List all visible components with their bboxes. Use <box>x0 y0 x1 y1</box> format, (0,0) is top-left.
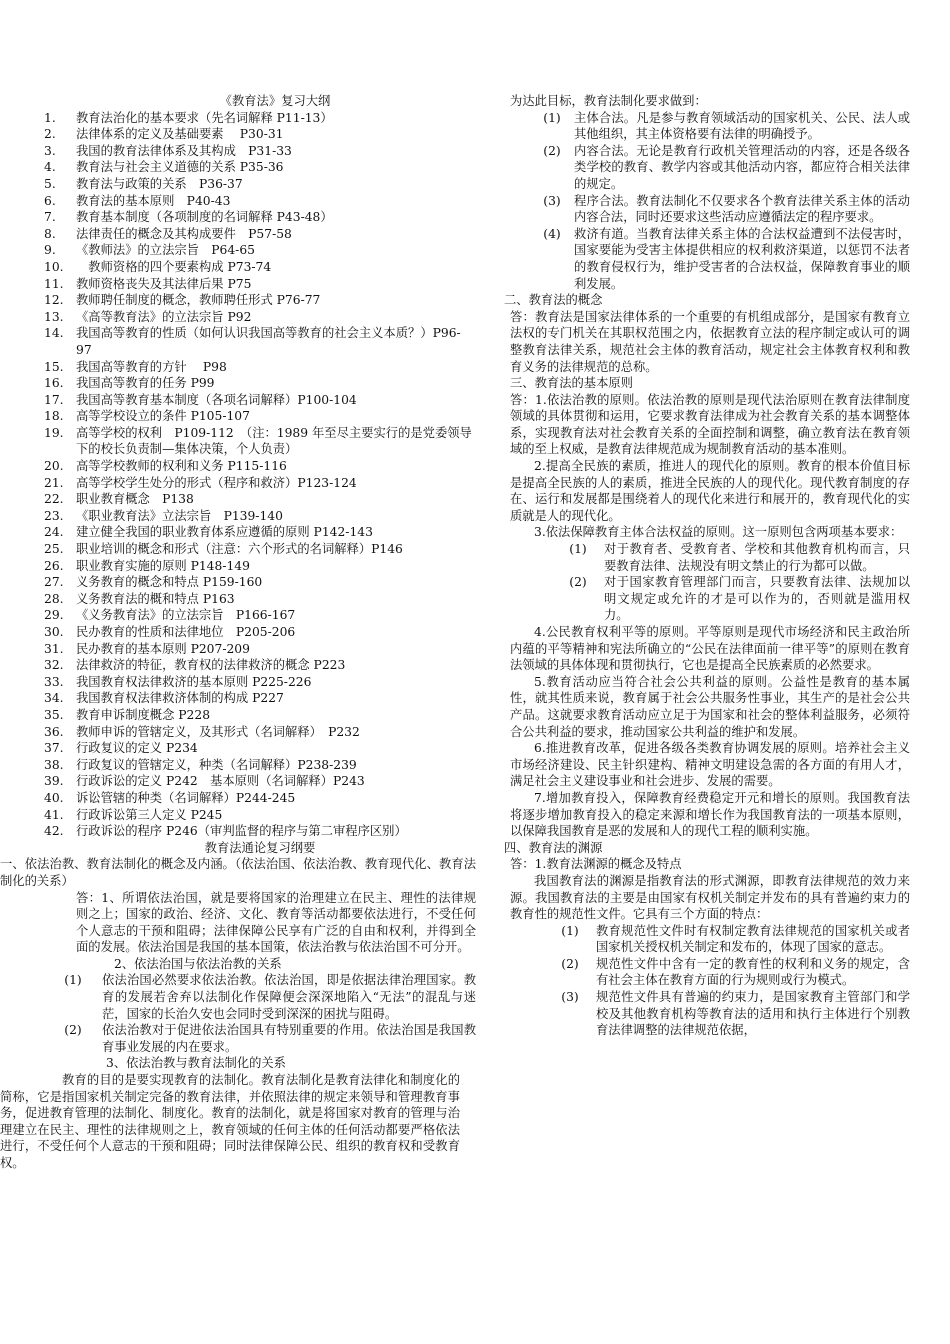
outline-item-text: 行政诉讼的定义 P242 基本原则（名词解释）P243 <box>76 774 365 789</box>
outline-item <box>44 126 476 143</box>
feature-item-text: 规范性文件具有普遍的约束力，是国家教育主管部门和学校及其他教育机构等教育法的适用和执行主体进行个别教育法律调整的法律规范依据， <box>596 990 910 1038</box>
outline-item <box>44 624 476 641</box>
section-2-answer: 答：教育法是国家法律体系的一个重要的有机组成部分，是国家有教育立法权的专门机关在其职权范围之内，依据教育立法的程序制定或认可的调整教育法律关系，规范社会主体的教育活动，规定社会主体教育权利和教育义务的法律规范的总称。 <box>510 309 910 374</box>
relation-item-number: (1) <box>64 973 82 988</box>
outline-item-text: 教育申诉制度概念 P228 <box>76 707 211 722</box>
outline-item-number: 26. <box>44 558 64 573</box>
outline-item-number: 8. <box>44 226 56 241</box>
outline-item-text: 教师资格的四个要素构成 P73-74 <box>76 259 272 274</box>
outline-item-text: 建立健全我国的职业教育体系应遵循的原则 P142-143 <box>76 525 373 540</box>
section-1-sub2: 2、依法治国与依法治教的关系 <box>114 956 282 971</box>
section-3-principle-6: 6.推进教育改革，促进各级各类教育协调发展的原则。培养社会主义市场经济建设、民主针织建构、精神文明建设急需的各方面的有用人才，满足社会主义建设事业和社会进步、发展的需要。 <box>510 741 910 789</box>
outline-item-number: 36. <box>44 724 64 739</box>
outline-item-number: 11. <box>44 276 64 291</box>
outline-item <box>44 674 476 691</box>
relation-item <box>44 1022 476 1055</box>
outline-item-number: 20. <box>44 459 64 474</box>
outline-item-number: 42. <box>44 824 64 839</box>
outline-item <box>44 508 476 525</box>
outline-item <box>44 807 476 824</box>
outline-item <box>44 425 476 458</box>
outline-item-number: 21. <box>44 475 64 490</box>
outline-item-number: 38. <box>44 757 64 772</box>
outline-item-number: 6. <box>44 193 56 208</box>
outline-item-text: 教育法治化的基本要求（先名词解释 P11-13） <box>76 110 333 125</box>
feature-item-number: (2) <box>561 956 579 971</box>
outline-item-text: 职业教育实施的原则 P148-149 <box>76 558 250 573</box>
section-3-principle-5: 5.教育活动应当符合社会公共利益的原则。公益性是教育的基本属性，就其性质来说，教育属于社会公共服务性事业，其生产的是社会公共产品。这就要求教育活动应立足于为国家和社会的整体利益服务，必须符合公共利益的要求，推动国家公共利益的维护和发展。 <box>510 674 910 739</box>
outline-item-text: 民办教育的基本原则 P207-209 <box>76 641 250 656</box>
outline-item-number: 10. <box>44 259 64 274</box>
outline-item-text: 行政复议的管辖定义，种类（名词解释）P238-239 <box>76 757 357 772</box>
requirement-item <box>552 574 910 624</box>
review-subtitle: 教育法通论复习纲要 <box>204 840 316 855</box>
outline-item-number: 40. <box>44 790 64 805</box>
feature-item-text: 规范性文件中含有一定的教育性的权利和义务的规定，含有社会主体在教育方面的行为规则或行为模式。 <box>596 956 910 988</box>
feature-item-text: 教育规范性文件时有权制定教育法律规范的国家机关或者国家机关授权机关制定和发布的，体现了国家的意志。 <box>596 923 910 955</box>
requirement-item <box>552 541 910 574</box>
outline-item-text: 教师聘任制度的概念，教师聘任形式 P76-77 <box>76 293 321 308</box>
outline-item <box>44 491 476 508</box>
outline-item-number: 39. <box>44 774 64 789</box>
section-2-heading: 二、教育法的概念 <box>504 293 603 308</box>
outline-item <box>44 740 476 757</box>
outline-item <box>44 408 476 425</box>
feature-item <box>544 989 910 1039</box>
outline-item-number: 35. <box>44 707 64 722</box>
outline-item-text: 高等学校学生处分的形式（程序和救济）P123-124 <box>76 475 357 490</box>
goal-item-number: (1) <box>543 110 561 125</box>
requirement-item-text: 对于国家教育管理部门而言，只要教育法律、法规加以明文规定或允许的才是可以作为的，否则就是滥用权力。 <box>604 575 910 623</box>
outline-item-text: 行政诉讼第三人定义 P245 <box>76 807 223 822</box>
outline-item-number: 22. <box>44 492 64 507</box>
relation-item <box>44 972 476 1022</box>
outline-item-number: 5. <box>44 176 56 191</box>
outline-item-number: 3. <box>44 143 56 158</box>
outline-item <box>44 159 476 176</box>
outline-item-text: 《职业教育法》立法宗旨 P139-140 <box>76 508 283 523</box>
outline-item-text: 法律体系的定义及基础要素 P30-31 <box>76 127 284 142</box>
outline-item-text: 教育法与政策的关系 P36-37 <box>76 176 243 191</box>
outline-item <box>44 574 476 591</box>
outline-item <box>44 325 476 358</box>
outline-item <box>44 724 476 741</box>
section-3-principle-3: 3.依法保障教育主体合法权益的原则。这一原则包含两项基本要求： <box>534 525 903 540</box>
outline-item <box>44 143 476 160</box>
outline-item <box>44 541 476 558</box>
outline-item <box>44 790 476 807</box>
outline-item-text: 高等学校设立的条件 P105-107 <box>76 409 250 424</box>
section-4-sub: 答：1.教育法渊源的概念及特点 <box>510 857 682 872</box>
goal-item-text: 救济有道。当教育法律关系主体的合法权益遭到不法侵害时，国家要能为受害主体提供相应的权利救济渠道，以惩罚不法者的教育侵权行为，维护受害者的合法权益，保障教育事业的顺利发展。 <box>574 226 910 291</box>
goal-item <box>530 110 910 143</box>
outline-item-number: 19. <box>44 425 64 440</box>
right-column <box>504 93 910 1039</box>
outline-item-text: 我国高等教育基本制度（各项名词解释）P100-104 <box>76 392 357 407</box>
outline-item <box>44 707 476 724</box>
outline-item <box>44 524 476 541</box>
section-1-answer: 答：1、所谓依法治国，就是要将国家的治理建立在民主、理性的法律规则之上；国家的政治、经济、文化、教育等活动都要依法进行，不受任何个人意志的干预和阻碍；法律保障公民享有广泛的自由和权利，并得到全面的发展。依法治国是我国的基本国策，依法治教与依法治国不可分开。 <box>76 890 476 955</box>
outline-item <box>44 259 476 276</box>
outline-item-number: 13. <box>44 309 64 324</box>
outline-item-number: 34. <box>44 691 64 706</box>
section-3-principle-4: 4.公民教育权利平等的原则。平等原则是现代市场经济和民主政治所内蕴的平等精神和宪法所确立的“公民在法律面前一律平等”的原则在教育法领域的具体体现和贯彻执行，它也是提高全民族素质的必然要求。 <box>510 625 910 673</box>
outline-item <box>44 690 476 707</box>
outline-item <box>44 375 476 392</box>
section-4-paragraph: 我国教育法的渊源是指教育法的形式渊源，即教育法律规范的效力来源。我国教育法的主要是由国家有权机关制定并发布的具有普遍约束力的教育性的规范性文件。它具有三个方面的特点： <box>510 873 910 922</box>
outline-item-text: 职业教育概念 P138 <box>76 492 194 507</box>
feature-item-number: (3) <box>561 990 579 1005</box>
goal-item <box>530 143 910 193</box>
outline-item-text: 义务教育的概念和特点 P159-160 <box>76 575 263 590</box>
outline-item-text: 行政诉讼的程序 P246（审判监督的程序与第二审程序区别） <box>76 824 407 839</box>
section-1-items <box>0 972 476 1055</box>
outline-item <box>44 475 476 492</box>
outline-item-number: 15. <box>44 359 64 374</box>
outline-item <box>44 110 476 127</box>
outline-item-number: 41. <box>44 807 64 822</box>
outline-item-text: 教育基本制度（各项制度的名词解释 P43-48） <box>76 210 333 225</box>
outline-item <box>44 657 476 674</box>
section-3-heading: 三、教育法的基本原则 <box>510 376 633 391</box>
section-4-items <box>510 923 910 1039</box>
outline-item-number: 17. <box>44 392 64 407</box>
goal-item-number: (3) <box>543 193 561 208</box>
outline-item <box>44 193 476 210</box>
outline-item-text: 《高等教育法》的立法宗旨 P92 <box>76 309 252 324</box>
outline-item <box>44 773 476 790</box>
outline-item-number: 25. <box>44 542 64 557</box>
feature-item-number: (1) <box>561 923 579 938</box>
outline-item-number: 16. <box>44 376 64 391</box>
goal-item-text: 内容合法。无论是教育行政机关管理活动的内容，还是各级各类学校的教育、教学内容或其他活动内容，都应符合相关法律的规定。 <box>574 143 910 191</box>
outline-item <box>44 242 476 259</box>
outline-item-number: 4. <box>44 160 56 175</box>
requirement-item-text: 对于教育者、受教育者、学校和其他教育机构而言，只要教育法律、法规没有明文禁止的行为都可以做。 <box>604 542 910 573</box>
outline-item-number: 24. <box>44 525 64 540</box>
outline-item-number: 14. <box>44 326 64 341</box>
outline-item <box>44 359 476 376</box>
outline-item-number: 12. <box>44 293 64 308</box>
outline-list <box>44 110 476 840</box>
outline-item <box>44 226 476 243</box>
outline-item <box>44 176 476 193</box>
section-3-principle-1: 答：1.依法治教的原则。依法治教的原则是现代法治原则在教育法律制度领域的具体贯彻和运用，它要求教育法律成为社会教育关系的基本调整体系，实现教育法对社会教育关系的全面控制和调整，确立教育法在教育领域的至上权威，是教育法律规范成为规制教育活动的基本准则。 <box>510 392 910 457</box>
outline-item <box>44 209 476 226</box>
outline-item-number: 37. <box>44 741 64 756</box>
outline-item-number: 2. <box>44 127 56 142</box>
section-1-paragraph: 教育的目的是要实现教育的法制化。教育法制化是教育法律化和制度化的简称，它是指国家机关制定完备的教育法律，并依照法律的规定来领导和管理教育事务，促进教育管理的法制化、制度化。教育的法制化，就是将国家对教育的管理与治理建立在民主、理性的法律规则之上，教育领域的任何主体的任何活动都要严格依法进行，不受任何个人意志的干预和阻碍；同时法律保障公民、组织的教育权和受教育权。 <box>0 1073 460 1170</box>
outline-item-text: 诉讼管辖的种类（名词解释）P244-245 <box>76 790 296 805</box>
goal-item <box>530 226 910 292</box>
outline-item-text: 教育法与社会主义道德的关系 P35-36 <box>76 160 284 175</box>
outline-title: 《教育法》复习大纲 <box>219 94 331 108</box>
outline-item-number: 30. <box>44 625 64 639</box>
outline-item-text: 我国教育权法律救济体制的构成 P227 <box>76 691 284 706</box>
outline-item-text: 法律责任的概念及其构成要件 P57-58 <box>76 226 292 241</box>
outline-item-text: 教师资格丧失及其法律后果 P75 <box>76 276 252 291</box>
outline-item-text: 行政复议的定义 P234 <box>76 741 198 756</box>
outline-item-number: 28. <box>44 591 64 606</box>
section-3-items <box>510 541 910 624</box>
outline-item <box>44 309 476 326</box>
outline-item <box>44 558 476 575</box>
outline-item <box>44 757 476 774</box>
outline-item-number: 32. <box>44 658 64 673</box>
outline-item <box>44 607 476 624</box>
outline-item-text: 我国的教育法律体系及其构成 P31-33 <box>76 143 292 158</box>
outline-item-text: 职业培训的概念和形式（注意：六个形式的名词解释）P146 <box>76 542 403 557</box>
outline-item <box>44 292 476 309</box>
requirement-item-number: (2) <box>569 575 587 590</box>
outline-item-text: 《教师法》的立法宗旨 P64-65 <box>76 243 255 258</box>
outline-item-number: 9. <box>44 243 56 258</box>
goal-items <box>510 110 910 293</box>
section-1-heading: 一、依法治教、教育法制化的概念及内涵。（依法治国、依法治教、教育现代化、教育法制化的关系） <box>0 857 476 888</box>
requirement-item-number: (1) <box>569 542 587 557</box>
outline-item-text: 义务教育法的概和特点 P163 <box>76 591 235 606</box>
outline-item-text: 民办教育的性质和法律地位 P205-206 <box>76 625 296 639</box>
goal-item-text: 程序合法。教育法制化不仅要求各个教育法律关系主体的活动内容合法，同时还要求这些活动应遵循法定的程序要求。 <box>574 193 910 225</box>
relation-item-text: 依法治教对于促进依法治国具有特别重要的作用。依法治国是我国教育事业发展的内在要求。 <box>102 1023 476 1054</box>
outline-item <box>44 392 476 409</box>
outline-item-number: 7. <box>44 210 56 225</box>
outline-item-text: 我国高等教育的性质（如何认识我国高等教育的社会主义本质？）P96-97 <box>76 326 461 357</box>
outline-item-number: 18. <box>44 409 64 424</box>
outline-item <box>44 823 476 840</box>
feature-item <box>544 956 910 989</box>
outline-item-text: 高等学校的权利 P109-112 （注：1989 年至尽主要实行的是党委领导下的校长负责制—集体决策，个人负责） <box>76 425 472 457</box>
outline-item <box>44 591 476 608</box>
section-3-principle-7: 7.增加教育投入，保障教育经费稳定开元和增长的原则。我国教育法将逐步增加教育投入的稳定来源和增长作为我国教育法的一项基本原则，以保障我国教育是恶的发展和人的现代工程的顺利实施。 <box>510 790 910 839</box>
section-1-sub3: 3、依法治教与教育法制化的关系 <box>106 1056 286 1071</box>
outline-item-number: 27. <box>44 575 64 590</box>
left-column <box>0 93 476 1172</box>
outline-item-text: 我国高等教育的任务 P99 <box>76 376 215 391</box>
outline-item-number: 33. <box>44 674 64 689</box>
outline-item <box>44 458 476 475</box>
goal-item <box>530 193 910 226</box>
outline-item-text: 教育法的基本原则 P40-43 <box>76 193 231 208</box>
outline-item-text: 我国高等教育的方针 P98 <box>76 359 227 374</box>
goal-item-text: 主体合法。凡是参与教育领域活动的国家机关、公民、法人或其他组织，其主体资格要有法律的明确授予。 <box>574 110 910 142</box>
goal-intro: 为达此目标，教育法制化要求做到： <box>510 94 707 108</box>
outline-item-text: 高等学校教师的权利和义务 P115-116 <box>76 459 287 474</box>
section-4-heading: 四、教育法的渊源 <box>504 840 603 855</box>
outline-item-number: 31. <box>44 641 64 656</box>
outline-item-number: 1. <box>44 110 56 125</box>
goal-item-number: (4) <box>543 226 561 241</box>
outline-item-text: 教师申诉的管辖定义，及其形式（名词解释） P232 <box>76 724 360 739</box>
relation-item-text: 依法治国必然要求依法治教。依法治国，即是依据法律治理国家。教育的发展若舍弃以法制化作保障便会深深地陷入“无法”的混乱与迷茫，国家的长治久安也会同时受到深深的困扰与阻碍。 <box>102 973 476 1021</box>
outline-item-number: 23. <box>44 508 64 523</box>
goal-item-number: (2) <box>543 143 561 158</box>
outline-item-number: 29. <box>44 608 64 623</box>
outline-item-text: 我国教育权法律救济的基本原则 P225-226 <box>76 674 312 689</box>
feature-item <box>544 923 910 956</box>
outline-item-text: 《义务教育法》的立法宗旨 P166-167 <box>76 608 296 623</box>
outline-item <box>44 641 476 658</box>
section-3-principle-2: 2.提高全民族的素质，推进人的现代化的原则。教育的根本价值目标是提高全民族的人的素质，推进全民族的人的现代化。现代教育制度的存在、运行和发展都是围绕着人的现代化来进行和展开的，教育现代化的实质就是人的现代化。 <box>510 459 910 523</box>
outline-item-text: 法律救济的特征，教育权的法律救济的概念 P223 <box>76 658 346 673</box>
outline-item <box>44 276 476 293</box>
relation-item-number: (2) <box>64 1023 82 1038</box>
